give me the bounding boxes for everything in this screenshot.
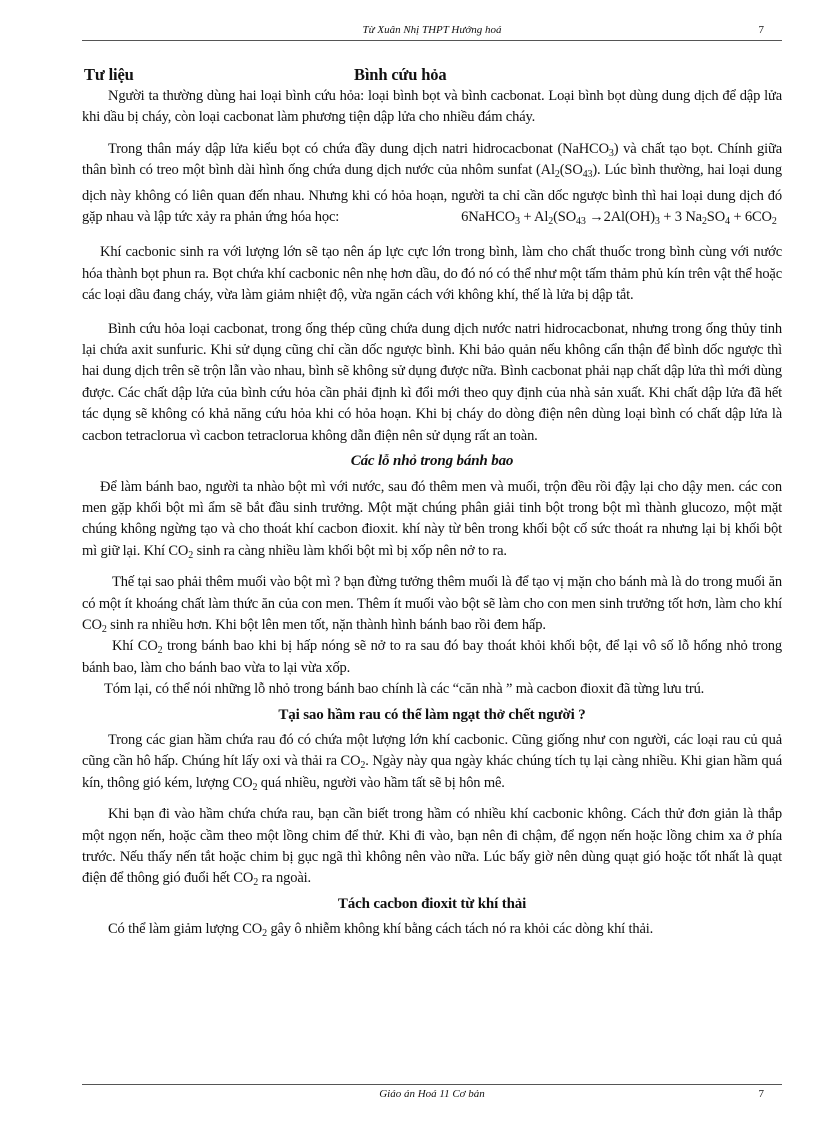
paragraph: Khi bạn đi vào hầm chứa chứa rau, bạn cần biết trong hầm có nhiều khí cacbonic không. Cách thử đơn giản là thắp một ngọn nến, hoặc cầm theo một lồng chim để thử. Khi đi vào, bạn nên đi chậm, để ngọn nến hoặc lồng chim xa ở phía trước. Nếu thấy nến tắt hoặc chim bị gục ngã thì không nên vào nữa. Lúc bấy giờ nên dùng quạt gió hoặc tốt nhất là quạt điện để thông gió đuổi hết $CO_2$ ra ngoài. bbox=[82, 806, 782, 889]
paragraph: Người ta thường dùng hai loại bình cứu hỏa: loại bình bọt và bình cacbonat. Loại bình bọt dùng dung dịch để dập lửa khi dầu bị cháy, còn loại cacbonat làm phương tiện dập lửa cho nhiều đám cháy. bbox=[82, 88, 782, 126]
paragraph: Trong các gian hầm chứa rau đó có chứa một lượng lớn khí cacbonic. Cũng giống như con người, các loại rau củ quả cũng cần hô hấp. Chúng hít lấy oxi và thải ra $CO_2$. Ngày này qua ngày khác chúng tích tụ lại càng nhiều. Khi gian hầm quá kín, thông gió kém, lượng $CO_2$ quá nhiều, người vào hầm tất sẽ bị hôn mê. bbox=[82, 731, 782, 793]
footer-title: Giáo án Hoá 11 Cơ bản bbox=[379, 1088, 485, 1100]
paragraph: Để làm bánh bao, người ta nhào bột mì với nước, sau đó thêm men và muối, trộn đều rồi đậy lại cho dậy men. các con men gặp khối bột mì ẩm sẽ bắt đầu sinh trưởng. Một mặt chúng phân giải tinh bột trong bột mì thành glucozo, một mặt chúng không ngừng tạo và cho thoát khí cacbon đioxit. khí này từ bên trong khối bột cố sức thoát ra nhưng lại bị khối bột mì giữ lại. Khí $CO_2$ sinh ra càng nhiều làm khối bột mì bị xốp nên nở to ra. bbox=[82, 478, 782, 561]
top-title-row bbox=[82, 64, 782, 86]
chemical-equation: 6NaHCO$_3$ + $Al_2(SO_{43} \to 2Al(OH)_3 + 3$ $Na_2SO_4 + 6CO_2$ bbox=[461, 209, 777, 228]
paragraph: Khí $CO_2$ trong bánh bao khi bị hấp nóng sẽ nở to ra sau đó bay thoát khỏi khối bột, để lại vô số lỗ hổng nhỏ trong bánh bao, làm cho bánh bao vừa to lại vừa xốp. bbox=[82, 638, 782, 676]
section-heading: Tại sao hầm rau có thể làm ngạt thở chết người ? bbox=[278, 706, 586, 723]
paragraph: Trong thân máy dập lửa kiểu bọt có chứa đầy dung dịch natri hidrocacbonat (NaHCO$_3$) và chất tạo bọt. Chính giữa thân bình có treo một bình dài hình ống chứa dung dịch nước của nhôm sunfat ($Al_2(SO_{43})$. Lúc bình thường, hai loại dung dịch này không có liên quan đến nhau. Nhưng khi có hỏa hoạn, người ta chỉ cần dốc ngược bình thì hai loại dung dịch đó gặp nhau và lập tức xảy ra phản ứng hóa học: 6NaHCO$_3$ + $Al_2(SO_{43} \to 2Al(OH)_3 + 3$ $Na_2SO_4 + 6CO_2$ bbox=[82, 139, 782, 233]
section-heading: Tách cacbon đioxit từ khí thải bbox=[337, 895, 527, 912]
paragraph: Khí cacbonic sinh ra với lượng lớn sẽ tạo nên áp lực cực lớn trong bình, làm cho chất thuốc trong bình cùng với nước hóa thành bọt phun ra. Bọt chứa khí cacbonic nên nhẹ hơn dầu, do đó nó có thể như một tấm thảm phủ kín trên vật thể hoặc các loại dầu đang cháy, vừa làm giảm nhiệt độ, vừa ngăn cách với không khí, thế là lửa bị dập tắt. bbox=[82, 244, 782, 304]
document-body bbox=[82, 64, 782, 941]
footer-page-number: 7 bbox=[758, 1088, 764, 1100]
section-label: Tư liệu bbox=[84, 65, 134, 84]
header-title: Từ Xuân Nhị THPT Hướng hoá bbox=[362, 24, 502, 36]
page-title: Bình cứu hỏa bbox=[354, 65, 447, 84]
page-header bbox=[82, 24, 782, 41]
paragraph: Thế tại sao phải thêm muối vào bột mì ? bạn đừng tưởng thêm muối là để tạo vị mặn cho bánh mà là do trong muối ăn có một ít khoáng chất làm thức ăn của con men. Thêm ít muối vào bột sẽ làm cho con men sinh trưởng tốt hơn, làm cho khí $CO_2$ sinh ra nhiều hơn. Khi bột lên men tốt, nặn thành hình bánh bao rồi đem hấp. bbox=[82, 574, 782, 635]
header-page-number: 7 bbox=[758, 24, 764, 36]
page-footer bbox=[82, 1084, 782, 1101]
paragraph: Tóm lại, có thể nói những lỗ nhỏ trong bánh bao chính là các “căn nhà ” mà cacbon đioxit đã từng lưu trú. bbox=[104, 681, 705, 698]
section-heading: Các lỗ nhỏ trong bánh bao bbox=[350, 453, 514, 470]
paragraph: Có thể làm giảm lượng $CO_2$ gây ô nhiễm không khí bằng cách tách nó ra khỏi các dòng khí thải. bbox=[108, 921, 654, 940]
paragraph: Bình cứu hỏa loại cacbonat, trong ống thép cũng chứa dung dịch nước natri hidrocacbonat, nhưng trong ống thủy tinh lại chứa axit sunfuric. Khi sử dụng cũng chỉ cần dốc ngược bình. Khi bảo quản nếu không cẩn thận để bình dốc ngược thì hai dung dịch trên sẽ trộn lẫn vào nhau, bình sẽ không sử dụng được nữa. Bình cacbonat phải nạp chất dập lửa thì mới dùng được. Các chất dập lửa của bình cứu hỏa cần phải định kì đổi mới theo quy định của nhà sản xuất. Khi chất dập lửa đã hết tác dụng sẽ không có khả năng cứu hỏa khi có hỏa hoạn. Khi bị cháy do dòng điện nên dùng loại bình có chất dập lửa là cacbon tetraclorua vì cacbon tetraclorua không dẫn điện nên sử dụng rất an toàn. bbox=[82, 320, 782, 444]
